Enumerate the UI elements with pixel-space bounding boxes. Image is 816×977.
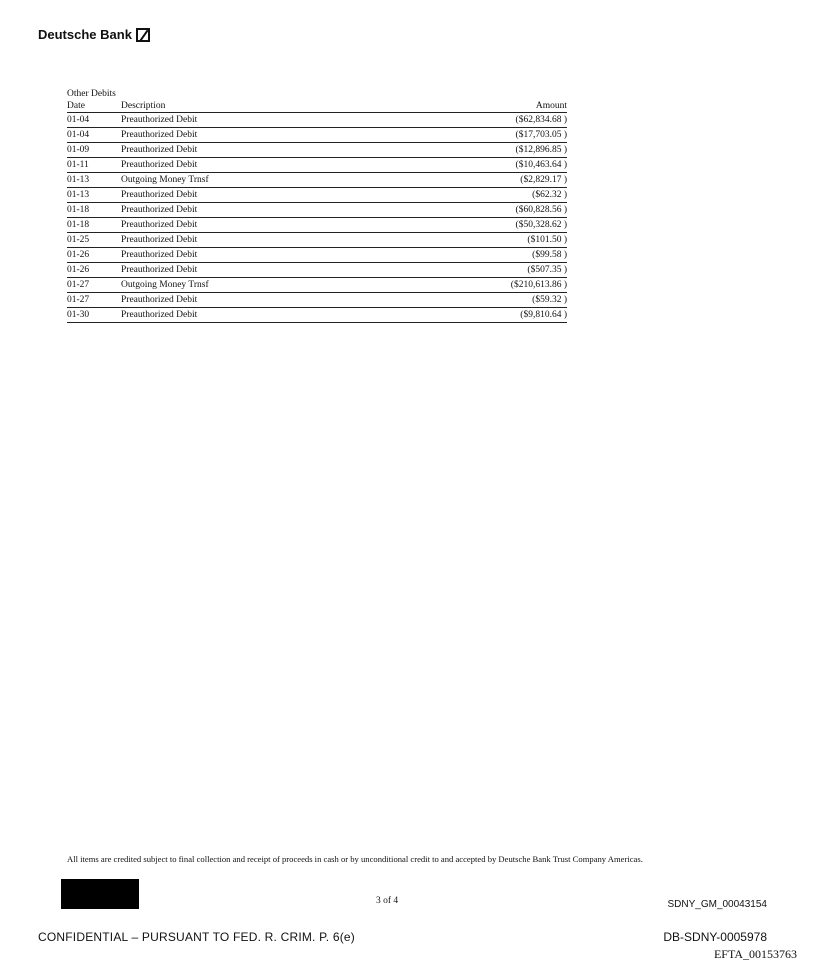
column-header-description: Description (121, 100, 421, 113)
table-row (67, 158, 567, 173)
row-amount: ($60,828.56 ) (421, 203, 567, 218)
row-date: 01-09 (67, 143, 121, 158)
table-header-row (67, 100, 567, 113)
table-row (67, 113, 567, 128)
row-description: Outgoing Money Trnsf (121, 173, 421, 188)
row-description: Preauthorized Debit (121, 218, 421, 233)
efta-number: EFTA_00153763 (713, 947, 797, 961)
bates-number-primary: SDNY_GM_00043154 (667, 899, 767, 910)
table-row (67, 248, 567, 263)
table-row (67, 293, 567, 308)
confidentiality-notice: CONFIDENTIAL – PURSUANT TO FED. R. CRIM. P. 6(e) (38, 930, 355, 944)
row-description: Preauthorized Debit (121, 203, 421, 218)
table-row (67, 188, 567, 203)
row-date: 01-30 (67, 308, 121, 323)
row-amount: ($62,834.68 ) (421, 113, 567, 128)
column-header-date: Date (67, 100, 121, 113)
row-date: 01-13 (67, 173, 121, 188)
redaction-box (61, 879, 139, 909)
table-row (67, 203, 567, 218)
row-amount: ($10,463.64 ) (421, 158, 567, 173)
row-date: 01-18 (67, 218, 121, 233)
page-number: 3 of 4 (376, 896, 399, 906)
row-date: 01-11 (67, 158, 121, 173)
row-date: 01-25 (67, 233, 121, 248)
other-debits-section (67, 88, 567, 323)
row-description: Preauthorized Debit (121, 293, 421, 308)
table-row (67, 308, 567, 323)
row-date: 01-27 (67, 293, 121, 308)
row-description: Preauthorized Debit (121, 308, 421, 323)
table-row (67, 263, 567, 278)
row-amount: ($12,896.85 ) (421, 143, 567, 158)
bates-number-secondary: DB-SDNY-0005978 (663, 930, 767, 944)
footer-disclaimer: All items are credited subject to final collection and receipt of proceeds in cash or by unconditional credit to and accepted by Deutsche Bank Trust Company Americas. (67, 854, 643, 864)
bank-name: Deutsche Bank (38, 27, 132, 42)
row-amount: ($59.32 ) (421, 293, 567, 308)
bank-logo (38, 27, 150, 42)
deutsche-bank-slash-logo-icon (136, 28, 150, 42)
row-date: 01-04 (67, 128, 121, 143)
row-description: Preauthorized Debit (121, 143, 421, 158)
table-row (67, 128, 567, 143)
table-row (67, 233, 567, 248)
other-debits-table (67, 100, 567, 323)
row-date: 01-26 (67, 263, 121, 278)
row-description: Preauthorized Debit (121, 248, 421, 263)
row-date: 01-26 (67, 248, 121, 263)
row-amount: ($99.58 ) (421, 248, 567, 263)
row-date: 01-04 (67, 113, 121, 128)
row-description: Preauthorized Debit (121, 188, 421, 203)
column-header-amount: Amount (421, 100, 567, 113)
row-amount: ($50,328.62 ) (421, 218, 567, 233)
row-amount: ($9,810.64 ) (421, 308, 567, 323)
table-row (67, 143, 567, 158)
table-row (67, 278, 567, 293)
row-description: Preauthorized Debit (121, 263, 421, 278)
row-amount: ($17,703.05 ) (421, 128, 567, 143)
table-row (67, 173, 567, 188)
row-description: Preauthorized Debit (121, 233, 421, 248)
row-description: Outgoing Money Trnsf (121, 278, 421, 293)
row-date: 01-27 (67, 278, 121, 293)
row-amount: ($62.32 ) (421, 188, 567, 203)
row-amount: ($210,613.86 ) (421, 278, 567, 293)
row-date: 01-18 (67, 203, 121, 218)
row-description: Preauthorized Debit (121, 128, 421, 143)
row-date: 01-13 (67, 188, 121, 203)
row-description: Preauthorized Debit (121, 113, 421, 128)
row-description: Preauthorized Debit (121, 158, 421, 173)
row-amount: ($507.35 ) (421, 263, 567, 278)
row-amount: ($2,829.17 ) (421, 173, 567, 188)
row-amount: ($101.50 ) (421, 233, 567, 248)
table-row (67, 218, 567, 233)
section-title: Other Debits (67, 89, 116, 99)
